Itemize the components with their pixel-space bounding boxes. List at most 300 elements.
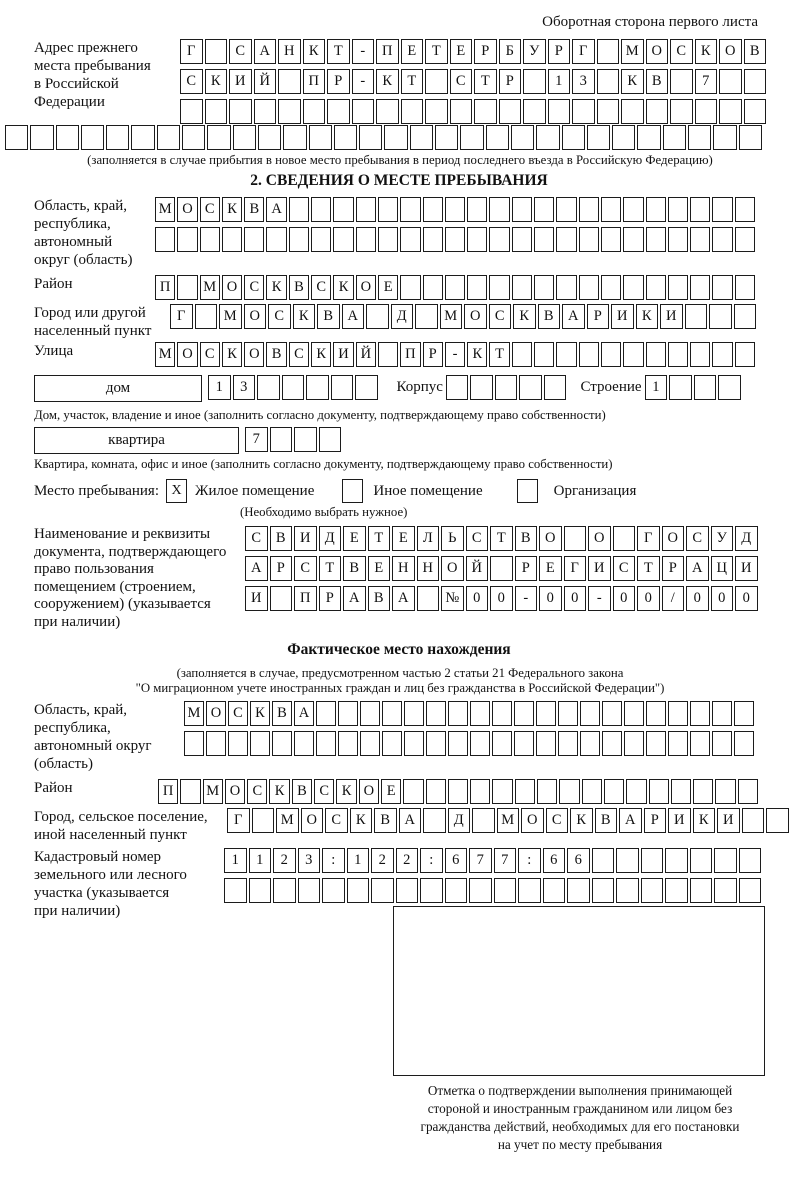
char-box[interactable] xyxy=(579,227,599,252)
char-box[interactable] xyxy=(376,99,399,124)
char-box[interactable]: Ц xyxy=(711,556,734,581)
char-box[interactable]: Н xyxy=(278,39,301,64)
char-box[interactable] xyxy=(450,99,473,124)
char-box[interactable] xyxy=(283,125,306,150)
char-box[interactable] xyxy=(665,878,688,903)
char-box[interactable]: Р xyxy=(327,69,350,94)
char-box[interactable] xyxy=(206,731,226,756)
char-box[interactable]: О xyxy=(301,808,324,833)
char-box[interactable]: № xyxy=(441,586,464,611)
char-box[interactable]: О xyxy=(359,779,379,804)
char-box[interactable] xyxy=(649,779,669,804)
char-box[interactable] xyxy=(249,878,272,903)
char-box[interactable] xyxy=(445,878,468,903)
char-box[interactable]: : xyxy=(518,848,541,873)
char-box[interactable] xyxy=(254,99,277,124)
char-box[interactable] xyxy=(766,808,789,833)
char-box[interactable]: Р xyxy=(499,69,522,94)
char-box[interactable]: Р xyxy=(515,556,538,581)
char-box[interactable] xyxy=(601,197,621,222)
char-box[interactable]: Т xyxy=(637,556,660,581)
char-box[interactable] xyxy=(690,878,713,903)
char-box[interactable] xyxy=(445,275,465,300)
char-box[interactable]: С xyxy=(229,39,252,64)
char-box[interactable]: К xyxy=(222,197,242,222)
char-box[interactable]: С xyxy=(228,701,248,726)
char-box[interactable] xyxy=(718,375,741,400)
char-box[interactable]: О xyxy=(177,197,197,222)
char-box[interactable]: М xyxy=(621,39,644,64)
char-box[interactable] xyxy=(536,701,556,726)
char-box[interactable] xyxy=(512,275,532,300)
char-box[interactable] xyxy=(669,375,692,400)
char-box[interactable]: В xyxy=(368,586,391,611)
char-box[interactable] xyxy=(663,125,686,150)
char-box[interactable]: Т xyxy=(490,526,513,551)
char-box[interactable] xyxy=(534,342,554,367)
char-box[interactable]: : xyxy=(322,848,345,873)
char-box[interactable] xyxy=(445,197,465,222)
char-box[interactable]: Е xyxy=(381,779,401,804)
char-box[interactable]: Р xyxy=(474,39,497,64)
char-box[interactable]: С xyxy=(245,526,268,551)
char-box[interactable]: А xyxy=(294,701,314,726)
char-box[interactable] xyxy=(81,125,104,150)
char-box[interactable] xyxy=(282,375,305,400)
char-box[interactable] xyxy=(558,731,578,756)
char-box[interactable]: О xyxy=(244,304,267,329)
char-box[interactable] xyxy=(425,99,448,124)
house-widebox[interactable]: дом xyxy=(34,375,202,402)
char-box[interactable] xyxy=(331,375,354,400)
char-box[interactable] xyxy=(360,731,380,756)
char-box[interactable] xyxy=(467,227,487,252)
char-box[interactable] xyxy=(739,848,762,873)
char-box[interactable]: - xyxy=(352,39,375,64)
char-box[interactable] xyxy=(580,701,600,726)
checkbox-inoe[interactable] xyxy=(342,479,363,503)
char-box[interactable] xyxy=(564,526,587,551)
char-box[interactable] xyxy=(470,375,493,400)
char-box[interactable] xyxy=(415,304,438,329)
char-box[interactable] xyxy=(572,99,595,124)
char-box[interactable] xyxy=(244,227,264,252)
char-box[interactable] xyxy=(423,275,443,300)
char-box[interactable] xyxy=(668,731,688,756)
char-box[interactable] xyxy=(400,197,420,222)
char-box[interactable]: Г xyxy=(227,808,250,833)
char-box[interactable] xyxy=(366,304,389,329)
char-box[interactable] xyxy=(207,125,230,150)
char-box[interactable]: О xyxy=(662,526,685,551)
char-box[interactable]: 1 xyxy=(347,848,370,873)
char-box[interactable] xyxy=(579,275,599,300)
char-box[interactable]: У xyxy=(711,526,734,551)
char-box[interactable] xyxy=(514,731,534,756)
char-box[interactable] xyxy=(534,197,554,222)
char-box[interactable] xyxy=(734,731,754,756)
char-box[interactable] xyxy=(495,375,518,400)
char-box[interactable] xyxy=(322,878,345,903)
char-box[interactable]: Т xyxy=(474,69,497,94)
char-box[interactable]: А xyxy=(686,556,709,581)
char-box[interactable]: Р xyxy=(662,556,685,581)
char-box[interactable] xyxy=(270,586,293,611)
char-box[interactable]: С xyxy=(670,39,693,64)
char-box[interactable] xyxy=(621,99,644,124)
char-box[interactable]: К xyxy=(621,69,644,94)
char-box[interactable]: Р xyxy=(644,808,667,833)
char-box[interactable]: К xyxy=(293,304,316,329)
char-box[interactable]: И xyxy=(735,556,758,581)
char-box[interactable]: 0 xyxy=(686,586,709,611)
char-box[interactable]: А xyxy=(619,808,642,833)
char-box[interactable] xyxy=(735,275,755,300)
char-box[interactable]: В xyxy=(343,556,366,581)
char-box[interactable]: К xyxy=(636,304,659,329)
char-box[interactable] xyxy=(489,275,509,300)
char-box[interactable] xyxy=(646,275,666,300)
char-box[interactable]: П xyxy=(158,779,178,804)
char-box[interactable] xyxy=(712,197,732,222)
char-box[interactable] xyxy=(448,701,468,726)
char-box[interactable] xyxy=(494,878,517,903)
char-box[interactable]: Г xyxy=(564,556,587,581)
char-box[interactable] xyxy=(404,701,424,726)
char-box[interactable] xyxy=(556,275,576,300)
char-box[interactable]: М xyxy=(497,808,520,833)
char-box[interactable] xyxy=(690,197,710,222)
char-box[interactable]: 0 xyxy=(564,586,587,611)
checkbox-organizaciya[interactable] xyxy=(517,479,538,503)
char-box[interactable]: 6 xyxy=(543,848,566,873)
char-box[interactable]: О xyxy=(646,39,669,64)
char-box[interactable] xyxy=(512,197,532,222)
char-box[interactable]: С xyxy=(686,526,709,551)
char-box[interactable] xyxy=(359,125,382,150)
char-box[interactable] xyxy=(694,375,717,400)
char-box[interactable]: М xyxy=(200,275,220,300)
char-box[interactable] xyxy=(735,227,755,252)
char-box[interactable]: А xyxy=(266,197,286,222)
char-box[interactable]: 7 xyxy=(469,848,492,873)
char-box[interactable]: П xyxy=(155,275,175,300)
char-box[interactable]: В xyxy=(595,808,618,833)
char-box[interactable]: В xyxy=(270,526,293,551)
char-box[interactable]: Г xyxy=(180,39,203,64)
char-box[interactable] xyxy=(229,99,252,124)
char-box[interactable] xyxy=(266,227,286,252)
char-box[interactable] xyxy=(624,701,644,726)
char-box[interactable]: О xyxy=(356,275,376,300)
char-box[interactable]: В xyxy=(266,342,286,367)
char-box[interactable] xyxy=(306,375,329,400)
char-box[interactable]: 0 xyxy=(490,586,513,611)
char-box[interactable] xyxy=(470,731,490,756)
char-box[interactable]: О xyxy=(719,39,742,64)
char-box[interactable]: М xyxy=(184,701,204,726)
char-box[interactable] xyxy=(734,701,754,726)
char-box[interactable] xyxy=(537,779,557,804)
char-box[interactable] xyxy=(222,227,242,252)
char-box[interactable] xyxy=(597,69,620,94)
char-box[interactable] xyxy=(499,99,522,124)
char-box[interactable] xyxy=(556,197,576,222)
char-box[interactable]: К xyxy=(570,808,593,833)
char-box[interactable]: Р xyxy=(548,39,571,64)
char-box[interactable]: Т xyxy=(319,556,342,581)
char-box[interactable] xyxy=(556,227,576,252)
char-box[interactable] xyxy=(30,125,53,150)
char-box[interactable] xyxy=(309,125,332,150)
char-box[interactable]: Н xyxy=(392,556,415,581)
char-box[interactable] xyxy=(714,848,737,873)
char-box[interactable] xyxy=(472,808,495,833)
char-box[interactable] xyxy=(252,808,275,833)
char-box[interactable] xyxy=(511,125,534,150)
char-box[interactable] xyxy=(668,701,688,726)
char-box[interactable] xyxy=(668,342,688,367)
char-box[interactable]: О xyxy=(206,701,226,726)
char-box[interactable] xyxy=(735,197,755,222)
char-box[interactable]: К xyxy=(311,342,331,367)
char-box[interactable]: К xyxy=(269,779,289,804)
char-box[interactable] xyxy=(690,275,710,300)
char-box[interactable] xyxy=(155,227,175,252)
char-box[interactable]: М xyxy=(203,779,223,804)
char-box[interactable] xyxy=(515,779,535,804)
char-box[interactable]: А xyxy=(245,556,268,581)
char-box[interactable] xyxy=(512,342,532,367)
char-box[interactable] xyxy=(492,779,512,804)
char-box[interactable] xyxy=(200,227,220,252)
char-box[interactable] xyxy=(536,125,559,150)
char-box[interactable]: К xyxy=(205,69,228,94)
char-box[interactable] xyxy=(378,227,398,252)
char-box[interactable]: Й xyxy=(254,69,277,94)
char-box[interactable]: 0 xyxy=(539,586,562,611)
char-box[interactable] xyxy=(523,69,546,94)
char-box[interactable]: И xyxy=(245,586,268,611)
char-box[interactable] xyxy=(580,731,600,756)
char-box[interactable]: 6 xyxy=(445,848,468,873)
char-box[interactable]: В xyxy=(374,808,397,833)
char-box[interactable]: Е xyxy=(368,556,391,581)
char-box[interactable]: 0 xyxy=(466,586,489,611)
char-box[interactable] xyxy=(597,39,620,64)
char-box[interactable] xyxy=(448,731,468,756)
char-box[interactable] xyxy=(742,808,765,833)
char-box[interactable] xyxy=(719,69,742,94)
char-box[interactable] xyxy=(272,731,292,756)
char-box[interactable]: И xyxy=(717,808,740,833)
char-box[interactable] xyxy=(670,99,693,124)
char-box[interactable]: 0 xyxy=(637,586,660,611)
char-box[interactable] xyxy=(426,779,446,804)
char-box[interactable]: И xyxy=(588,556,611,581)
char-box[interactable]: Й xyxy=(356,342,376,367)
char-box[interactable] xyxy=(695,99,718,124)
char-box[interactable]: М xyxy=(440,304,463,329)
char-box[interactable] xyxy=(469,878,492,903)
char-box[interactable]: 0 xyxy=(735,586,758,611)
char-box[interactable]: 1 xyxy=(249,848,272,873)
char-box[interactable]: П xyxy=(294,586,317,611)
char-box[interactable] xyxy=(333,227,353,252)
char-box[interactable] xyxy=(489,197,509,222)
char-box[interactable]: П xyxy=(376,39,399,64)
char-box[interactable]: - xyxy=(588,586,611,611)
char-box[interactable] xyxy=(131,125,154,150)
char-box[interactable]: Г xyxy=(170,304,193,329)
char-box[interactable]: - xyxy=(445,342,465,367)
char-box[interactable] xyxy=(492,701,512,726)
char-box[interactable] xyxy=(316,701,336,726)
char-box[interactable]: 2 xyxy=(396,848,419,873)
char-box[interactable]: 7 xyxy=(695,69,718,94)
char-box[interactable]: 1 xyxy=(548,69,571,94)
char-box[interactable]: У xyxy=(523,39,546,64)
char-box[interactable]: М xyxy=(155,197,175,222)
char-box[interactable]: / xyxy=(662,586,685,611)
char-box[interactable]: О xyxy=(464,304,487,329)
char-box[interactable] xyxy=(177,227,197,252)
char-box[interactable]: М xyxy=(276,808,299,833)
char-box[interactable]: К xyxy=(695,39,718,64)
char-box[interactable] xyxy=(233,125,256,150)
char-box[interactable] xyxy=(417,586,440,611)
char-box[interactable] xyxy=(612,125,635,150)
char-box[interactable]: К xyxy=(467,342,487,367)
char-box[interactable] xyxy=(518,878,541,903)
char-box[interactable] xyxy=(668,227,688,252)
char-box[interactable] xyxy=(486,125,509,150)
checkbox-zhiloe[interactable]: X xyxy=(166,479,187,503)
char-box[interactable]: В xyxy=(538,304,561,329)
char-box[interactable]: С xyxy=(466,526,489,551)
char-box[interactable] xyxy=(559,779,579,804)
char-box[interactable] xyxy=(224,878,247,903)
char-box[interactable] xyxy=(688,125,711,150)
char-box[interactable] xyxy=(327,99,350,124)
char-box[interactable] xyxy=(536,731,556,756)
char-box[interactable] xyxy=(289,197,309,222)
char-box[interactable] xyxy=(623,197,643,222)
char-box[interactable] xyxy=(646,701,666,726)
char-box[interactable]: А xyxy=(342,304,365,329)
char-box[interactable]: Л xyxy=(417,526,440,551)
char-box[interactable] xyxy=(543,878,566,903)
char-box[interactable] xyxy=(382,701,402,726)
char-box[interactable] xyxy=(228,731,248,756)
char-box[interactable]: С xyxy=(268,304,291,329)
char-box[interactable] xyxy=(298,878,321,903)
char-box[interactable]: В xyxy=(646,69,669,94)
char-box[interactable]: Г xyxy=(637,526,660,551)
char-box[interactable]: 3 xyxy=(298,848,321,873)
char-box[interactable] xyxy=(352,99,375,124)
char-box[interactable]: В xyxy=(272,701,292,726)
char-box[interactable] xyxy=(671,779,691,804)
char-box[interactable] xyxy=(709,304,732,329)
char-box[interactable] xyxy=(556,342,576,367)
char-box[interactable] xyxy=(690,342,710,367)
char-box[interactable]: Т xyxy=(327,39,350,64)
char-box[interactable] xyxy=(258,125,281,150)
char-box[interactable] xyxy=(467,197,487,222)
char-box[interactable]: И xyxy=(229,69,252,94)
char-box[interactable] xyxy=(587,125,610,150)
char-box[interactable] xyxy=(685,304,708,329)
char-box[interactable] xyxy=(623,227,643,252)
char-box[interactable] xyxy=(735,342,755,367)
char-box[interactable]: О xyxy=(177,342,197,367)
char-box[interactable] xyxy=(665,848,688,873)
char-box[interactable]: М xyxy=(155,342,175,367)
char-box[interactable] xyxy=(601,227,621,252)
char-box[interactable] xyxy=(289,227,309,252)
char-box[interactable]: Е xyxy=(378,275,398,300)
char-box[interactable] xyxy=(534,227,554,252)
char-box[interactable] xyxy=(378,197,398,222)
char-box[interactable] xyxy=(426,731,446,756)
char-box[interactable]: 1 xyxy=(224,848,247,873)
char-box[interactable] xyxy=(514,701,534,726)
char-box[interactable] xyxy=(270,427,293,452)
char-box[interactable]: О xyxy=(225,779,245,804)
char-box[interactable] xyxy=(712,731,732,756)
char-box[interactable]: Й xyxy=(466,556,489,581)
char-box[interactable] xyxy=(467,275,487,300)
char-box[interactable] xyxy=(562,125,585,150)
char-box[interactable]: - xyxy=(352,69,375,94)
char-box[interactable]: Р xyxy=(423,342,443,367)
char-box[interactable] xyxy=(250,731,270,756)
char-box[interactable] xyxy=(356,197,376,222)
char-box[interactable] xyxy=(347,878,370,903)
char-box[interactable] xyxy=(400,227,420,252)
char-box[interactable]: С xyxy=(247,779,267,804)
char-box[interactable] xyxy=(712,701,732,726)
char-box[interactable]: В xyxy=(244,197,264,222)
char-box[interactable]: С xyxy=(200,342,220,367)
char-box[interactable] xyxy=(445,227,465,252)
char-box[interactable]: 1 xyxy=(645,375,668,400)
char-box[interactable] xyxy=(668,197,688,222)
char-box[interactable] xyxy=(177,275,197,300)
char-box[interactable]: В xyxy=(289,275,309,300)
char-box[interactable] xyxy=(641,878,664,903)
char-box[interactable]: Б xyxy=(499,39,522,64)
char-box[interactable] xyxy=(333,197,353,222)
char-box[interactable]: 7 xyxy=(245,427,268,452)
char-box[interactable]: А xyxy=(399,808,422,833)
char-box[interactable] xyxy=(604,779,624,804)
char-box[interactable] xyxy=(423,808,446,833)
char-box[interactable]: О xyxy=(244,342,264,367)
char-box[interactable]: О xyxy=(588,526,611,551)
char-box[interactable]: К xyxy=(513,304,536,329)
char-box[interactable]: 3 xyxy=(233,375,256,400)
char-box[interactable]: А xyxy=(392,586,415,611)
char-box[interactable] xyxy=(180,779,200,804)
char-box[interactable] xyxy=(623,275,643,300)
char-box[interactable] xyxy=(713,125,736,150)
char-box[interactable]: 2 xyxy=(273,848,296,873)
char-box[interactable] xyxy=(423,197,443,222)
char-box[interactable]: О xyxy=(521,808,544,833)
char-box[interactable] xyxy=(278,99,301,124)
